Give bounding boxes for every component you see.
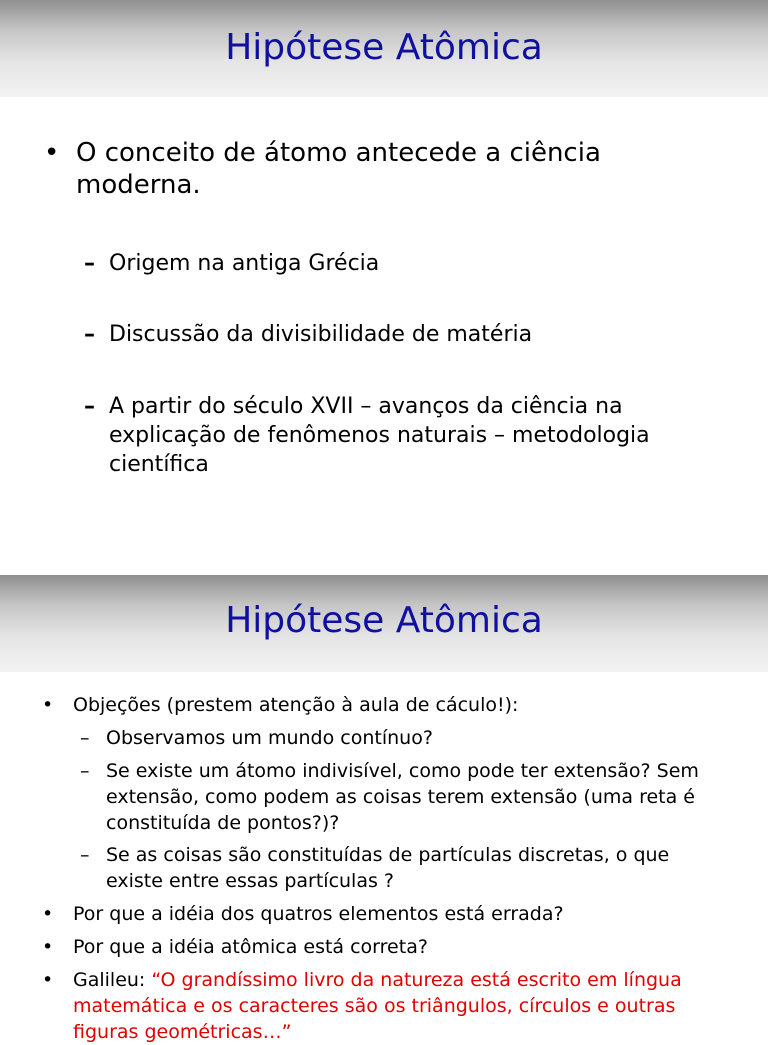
slide-2-header [0, 575, 768, 672]
bullet-marker: • [42, 969, 54, 991]
objection-item [80, 842, 720, 894]
slide-2-title: Hipótese Atômica [225, 600, 543, 641]
objection-item-text: Observamos um mundo contínuo? [106, 727, 433, 749]
objection-item [80, 758, 720, 836]
dash-marker: – [84, 394, 95, 419]
objection-item [80, 725, 720, 751]
slide-2 [0, 575, 768, 1043]
galileu-bullet [42, 967, 742, 1045]
bullet-marker: • [44, 138, 60, 168]
question-text: Por que a idéia dos quatros elementos está errada? [73, 903, 564, 925]
slide-1-title: Hipótese Atômica [225, 27, 543, 68]
bullet-marker: • [42, 694, 54, 716]
slide-1-sub-item [84, 249, 724, 278]
slide-1-sub-item [84, 320, 724, 349]
question-text: Por que a idéia atômica está correta? [73, 936, 428, 958]
slide-1-sub-item-text: A partir do século XVII – avanços da ciência na explicação de fenômenos naturais – metodologia científica [109, 394, 650, 477]
objection-item-text: Se existe um átomo indivisível, como pode ter extensão? Sem extensão, como podem as coisas terem extensão (uma reta é constituída de pontos?)? [106, 760, 699, 834]
objection-item-text: Se as coisas são constituídas de partículas discretas, o que existe entre essas partículas ? [106, 844, 670, 892]
objections-bullet [42, 692, 742, 718]
slide-1-bullet-text: O conceito de átomo antecede a ciência moderna. [76, 138, 601, 200]
dash-marker: – [80, 844, 90, 866]
dash-marker: – [84, 251, 95, 276]
question-bullet [42, 934, 742, 960]
dash-marker: – [80, 760, 90, 782]
galileu-label: Galileu: [73, 969, 152, 991]
bullet-marker: • [42, 936, 54, 958]
galileu-quote: “O grandíssimo livro da natureza está escrito em língua matemática e os caracteres são os triângulos, círculos e outras figuras geométricas…” [73, 969, 682, 1043]
dash-marker: – [80, 727, 90, 749]
dash-marker: – [84, 322, 95, 347]
slide-1-sub-item-text: Discussão da divisibilidade de matéria [109, 322, 533, 347]
objections-text: Objeções (prestem atenção à aula de cáculo!): [73, 694, 519, 716]
slide-1-sub-item-text: Origem na antiga Grécia [109, 251, 380, 276]
slide-separator [0, 548, 768, 575]
slide-1-header [0, 0, 768, 97]
slide-1-sub-item [84, 392, 724, 479]
slide-1-bullet [44, 137, 724, 201]
question-bullet [42, 901, 742, 927]
galileu-text [73, 967, 742, 1045]
bullet-marker: • [42, 903, 54, 925]
